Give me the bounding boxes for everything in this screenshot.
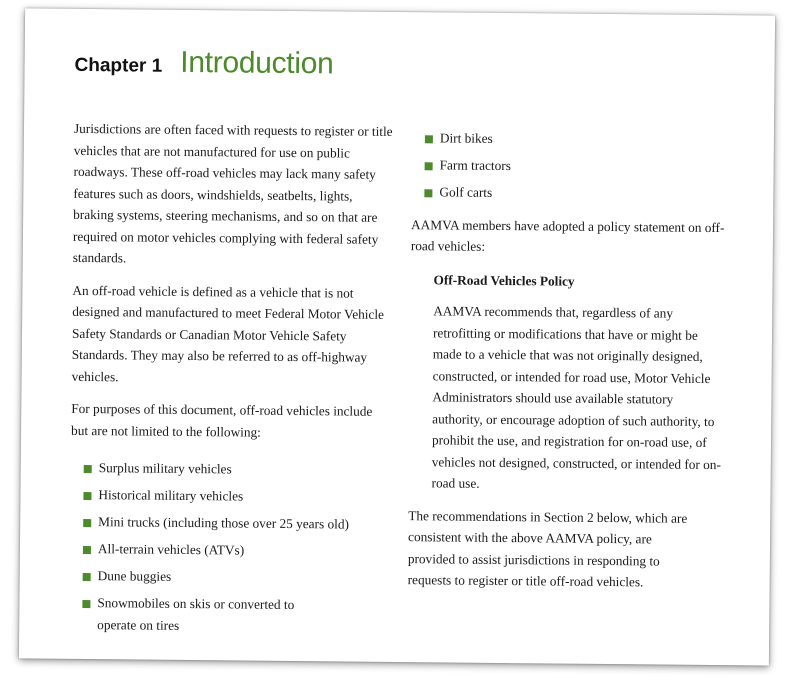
chapter-heading bbox=[74, 45, 333, 81]
list-item: All-terrain vehicles (ATVs) bbox=[70, 538, 390, 563]
policy-block bbox=[431, 269, 723, 497]
list-item: Historical military vehicles bbox=[70, 484, 390, 509]
document-page bbox=[19, 8, 775, 665]
list-item: Snowmobiles on skis or converted to operate on tires bbox=[69, 592, 307, 637]
list-item: Dirt bikes bbox=[412, 127, 742, 152]
left-column bbox=[69, 118, 394, 644]
list-item: Surplus military vehicles bbox=[71, 457, 391, 482]
chapter-title: Introduction bbox=[180, 45, 334, 81]
vehicle-list bbox=[69, 457, 391, 638]
chapter-label: Chapter 1 bbox=[74, 54, 163, 77]
list-item: Farm tractors bbox=[412, 154, 742, 179]
closing-paragraph: The recommendations in Section 2 below, which are consistent with the above AAMVA policy, are provided to assist jurisdictions in responding to requests to register or title off-road vehicles. bbox=[407, 507, 688, 590]
policy-title: Off-Road Vehicles Policy bbox=[433, 271, 575, 289]
list-item: Golf carts bbox=[411, 181, 741, 206]
policy-text: AAMVA recommends that, regardless of any retrofitting or modifications that have or might be made to a vehicle that was not originally designed, constructed, or intended for road use, Motor Vehicle Administrators should use available statutory authority, or encourage adoption of such authority, to prohibit the use, and registration for on-road use, of vehicles not designed, constructed, or intended for on-road use. bbox=[431, 303, 721, 491]
vehicle-list-continued bbox=[411, 127, 742, 206]
list-item: Dune buggies bbox=[70, 565, 390, 590]
paragraph-purposes: For purposes of this document, off-road vehicles include but are not limited to the following: bbox=[71, 400, 373, 440]
paragraph-intro: Jurisdictions are often faced with requests to register or title vehicles that are not manufactured for use on public roadways. These off-road vehicles may lack many safety features such as doors, windshields, seatbelts, lights, braking systems, steering mechanisms, and so on that are required on motor vehicles complying with federal safety standards. bbox=[72, 120, 393, 266]
right-column bbox=[408, 127, 742, 594]
policy-intro: AAMVA members have adopted a policy statement on off-road vehicles: bbox=[410, 216, 725, 254]
list-item: Mini trucks (including those over 25 years old) bbox=[70, 511, 390, 536]
paragraph-definition: An off-road vehicle is defined as a vehicle that is not designed and manufactured to meet Federal Motor Vehicle Safety Standards or Canadian Motor Vehicle Safety Standards. They may also be referred to as off-highway vehicles. bbox=[71, 282, 385, 384]
